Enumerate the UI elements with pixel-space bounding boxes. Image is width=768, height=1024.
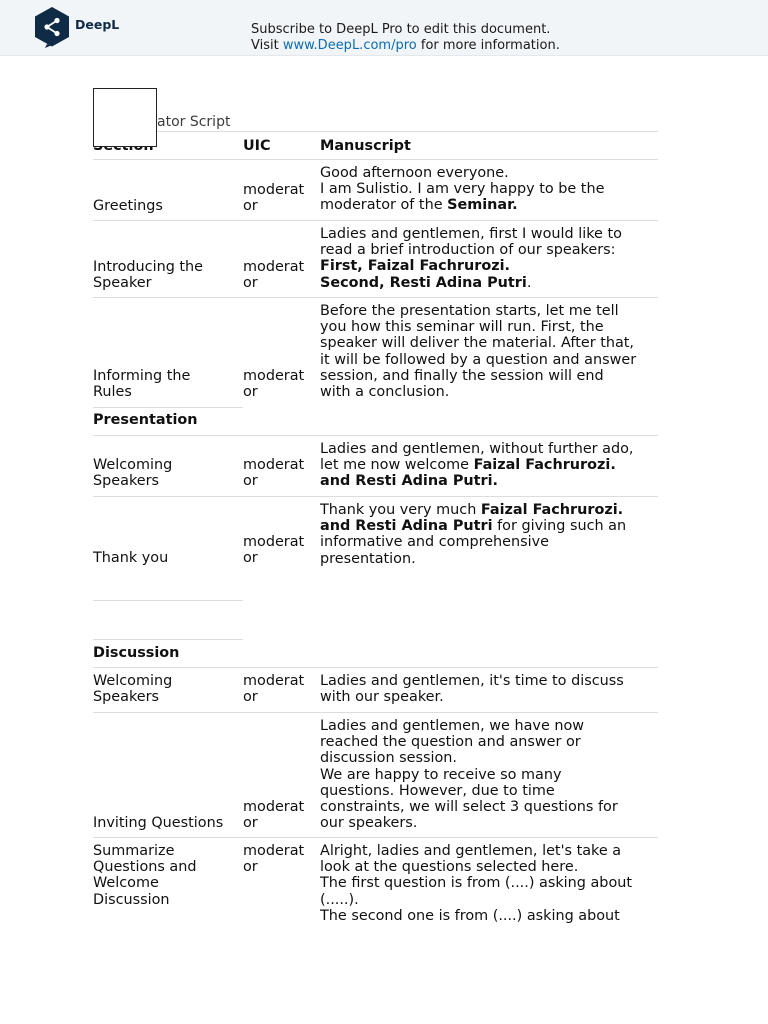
- text-run: look at the questions selected here.: [320, 859, 579, 876]
- text-line: or: [243, 383, 258, 400]
- section-rule: [93, 600, 243, 601]
- manuscript-line: [320, 875, 660, 891]
- title-rule: [157, 131, 658, 132]
- text-run: speaker will deliver the material. After that,: [320, 335, 634, 352]
- text-run: Ladies and gentlemen, we have now: [320, 718, 585, 734]
- document-title-text: ator Script: [157, 114, 231, 130]
- bold-run: First, Faizal Fachrurozi.: [320, 258, 511, 275]
- row-rule: [93, 496, 658, 497]
- text-line: Greetings: [93, 197, 163, 214]
- text-line: Questions and: [93, 859, 197, 876]
- text-run: constraints, we will select 3 questions for: [320, 799, 618, 816]
- text-run: questions. However, due to time: [320, 782, 555, 799]
- text-run: Ladies and gentlemen, first I would like to: [320, 226, 622, 242]
- bold-run: and Resti Adina Putri: [320, 518, 493, 535]
- manuscript-line: [320, 226, 660, 242]
- text-line: or: [243, 688, 258, 705]
- manuscript-line: [320, 335, 660, 351]
- header-rule: [93, 159, 658, 160]
- deepl-pro-link[interactable]: www.DeepL.com/pro: [282, 37, 417, 53]
- text-line: moderat: [243, 798, 305, 815]
- text-line: or: [243, 859, 258, 876]
- text-line: moderat: [243, 181, 305, 198]
- manuscript-line: [320, 384, 660, 400]
- row-rule: [93, 297, 658, 298]
- row-thankyou-uic: [243, 502, 315, 566]
- text-line: Rules: [93, 383, 132, 400]
- image-placeholder-box: [93, 88, 157, 147]
- text-run: Thank you very much: [320, 502, 481, 518]
- text-run: discussion session.: [320, 750, 457, 767]
- text-run: reached the question and answer or: [320, 734, 581, 751]
- manuscript-line: [320, 165, 660, 181]
- visit-suffix: for more information.: [416, 37, 560, 53]
- manuscript-line: [320, 734, 660, 750]
- manuscript-line: [320, 502, 660, 518]
- row-rule: [93, 220, 658, 221]
- text-line: or: [243, 274, 258, 291]
- row-greetings-text: [320, 165, 660, 214]
- section-discussion: Discussion: [93, 645, 180, 661]
- text-line: moderat: [243, 258, 305, 275]
- manuscript-line: [320, 441, 660, 457]
- row-welcoming2-uic: [243, 673, 315, 705]
- text-line: moderat: [243, 843, 305, 859]
- deepl-banner: [0, 0, 768, 56]
- text-line: Introducing the: [93, 258, 204, 275]
- manuscript-line: [320, 457, 660, 473]
- text-run: The first question is from (....) asking about: [320, 875, 633, 892]
- text-run: with our speaker.: [320, 689, 444, 706]
- text-line: Welcoming: [93, 672, 173, 689]
- row-summarize-text: [320, 843, 660, 924]
- row-thankyou-text: [320, 502, 660, 567]
- text-run: it will be followed by a question and answer: [320, 351, 637, 368]
- row-welcoming-section: [93, 441, 238, 489]
- manuscript-line: [320, 718, 660, 734]
- text-line: moderat: [243, 367, 305, 384]
- manuscript-line: [320, 799, 660, 815]
- row-welcoming2-text: [320, 673, 660, 705]
- text-run: Before the presentation starts, let me tell: [320, 303, 619, 319]
- text-run: .: [526, 274, 532, 291]
- text-run: with a conclusion.: [320, 384, 450, 401]
- text-line: Discussion: [93, 891, 170, 908]
- manuscript-line: [320, 689, 660, 705]
- row-rules-section: [93, 303, 238, 400]
- manuscript-line: [320, 892, 660, 908]
- manuscript-line: [320, 551, 660, 567]
- row-thankyou-section: [93, 502, 238, 566]
- text-run: (.....).: [320, 891, 359, 908]
- text-line: moderat: [243, 672, 305, 689]
- row-inviting-section: [93, 718, 238, 831]
- manuscript-line: [320, 767, 660, 783]
- bold-run: Faizal Fachrurozi.: [480, 502, 624, 518]
- row-inviting-uic: [243, 718, 315, 831]
- subscribe-line: Subscribe to DeepL Pro to edit this document.: [251, 22, 551, 37]
- text-line: Summarize: [93, 843, 175, 859]
- text-line: Speakers: [93, 688, 160, 705]
- bold-run: and Resti Adina Putri.: [320, 473, 498, 490]
- manuscript-line: [320, 258, 660, 274]
- row-introducing-text: [320, 226, 660, 291]
- bold-run: Second, Resti Adina Putri: [320, 274, 527, 291]
- section-presentation: Presentation: [93, 412, 198, 428]
- deepl-logo-text: DeepL: [75, 17, 120, 32]
- header-uic: UIC: [243, 138, 271, 154]
- manuscript-line: [320, 908, 660, 924]
- text-run: moderator of the: [320, 197, 448, 214]
- manuscript-line: [320, 275, 660, 291]
- manuscript-line: [320, 197, 660, 213]
- text-line: or: [243, 814, 258, 831]
- manuscript-line: [320, 673, 660, 689]
- visit-line: [251, 38, 560, 54]
- row-greetings-uic: [243, 165, 315, 214]
- text-line: Welcoming: [93, 456, 173, 473]
- text-run: informative and comprehensive: [320, 534, 550, 551]
- text-run: let me now welcome: [320, 457, 474, 474]
- text-line: or: [243, 549, 258, 566]
- row-rules-text: [320, 303, 660, 400]
- text-run: you how this seminar will run. First, the: [320, 319, 604, 336]
- manuscript-line: [320, 750, 660, 766]
- row-summarize-uic: [243, 843, 315, 875]
- text-line: Speaker: [93, 274, 152, 291]
- bold-run: Faizal Fachrurozi.: [473, 457, 616, 474]
- subscribe-notice: [251, 22, 560, 53]
- text-line: Welcome: [93, 875, 159, 892]
- header-manuscript: Manuscript: [320, 138, 411, 154]
- text-run: our speakers.: [320, 815, 418, 832]
- text-run: Ladies and gentlemen, without further ado,: [320, 441, 634, 457]
- row-welcoming-uic: [243, 441, 315, 489]
- manuscript-line: [320, 242, 660, 258]
- manuscript-line: [320, 319, 660, 335]
- row-greetings-section: [93, 165, 238, 214]
- text-line: moderat: [243, 533, 305, 550]
- text-line: Informing the: [93, 367, 191, 384]
- text-line: Speakers: [93, 472, 160, 489]
- row-rule: [93, 712, 658, 713]
- text-line: Inviting Questions: [93, 814, 224, 831]
- text-run: I am Sulistio. I am very happy to be the: [320, 181, 605, 198]
- manuscript-line: [320, 815, 660, 831]
- text-run: read a brief introduction of our speakers:: [320, 242, 616, 259]
- manuscript-line: [320, 783, 660, 799]
- manuscript-line: [320, 534, 660, 550]
- row-rule: [93, 667, 658, 668]
- row-summarize-section: [93, 843, 238, 908]
- manuscript-line: [320, 368, 660, 384]
- text-run: Ladies and gentlemen, it's time to discuss: [320, 673, 624, 689]
- row-rule: [93, 435, 658, 436]
- text-line: or: [243, 472, 258, 489]
- manuscript-line: [320, 473, 660, 489]
- text-run: We are happy to receive so many: [320, 766, 562, 783]
- row-welcoming2-section: [93, 673, 238, 705]
- visit-prefix: Visit: [251, 37, 283, 53]
- section-rule: [93, 639, 243, 640]
- row-rule: [93, 837, 658, 838]
- text-run: for giving such an: [492, 518, 627, 535]
- row-introducing-section: [93, 226, 238, 291]
- text-run: Good afternoon everyone.: [320, 165, 509, 181]
- text-run: presentation.: [320, 550, 416, 567]
- manuscript-line: [320, 352, 660, 368]
- text-line: Thank you: [93, 549, 169, 566]
- document-title: [93, 114, 658, 131]
- text-run: session, and finally the session will end: [320, 367, 604, 384]
- text-run: Alright, ladies and gentlemen, let's take a: [320, 843, 622, 859]
- row-welcoming-text: [320, 441, 660, 490]
- row-introducing-uic: [243, 226, 315, 291]
- text-line: or: [243, 197, 258, 214]
- row-inviting-text: [320, 718, 660, 831]
- manuscript-line: [320, 843, 660, 859]
- bold-run: Seminar.: [447, 197, 518, 214]
- deepl-logo-icon: [33, 6, 71, 48]
- manuscript-line: [320, 859, 660, 875]
- manuscript-line: [320, 181, 660, 197]
- section-rule: [93, 407, 243, 408]
- row-rules-uic: [243, 303, 315, 400]
- text-run: The second one is from (....) asking about: [320, 907, 620, 924]
- text-line: moderat: [243, 456, 305, 473]
- manuscript-line: [320, 303, 660, 319]
- manuscript-line: [320, 518, 660, 534]
